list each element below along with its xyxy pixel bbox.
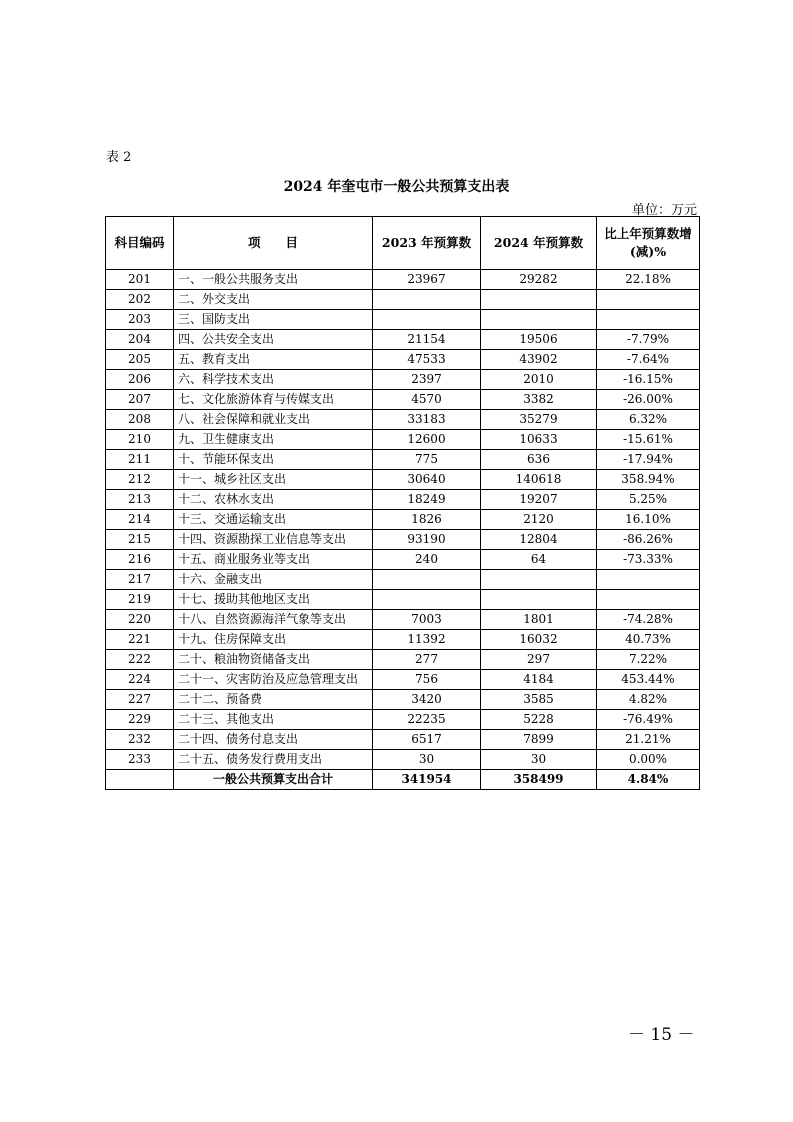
- cell-2024: [481, 310, 597, 330]
- table-row: [106, 690, 700, 710]
- cell-2023: 3420: [373, 690, 481, 710]
- cell-code: 202: [106, 290, 174, 310]
- cell-item: 五、教育支出: [174, 350, 373, 370]
- cell-2024: 19207: [481, 490, 597, 510]
- cell-code: [106, 770, 174, 790]
- table-row: [106, 730, 700, 750]
- cell-code: 233: [106, 750, 174, 770]
- cell-code: 214: [106, 510, 174, 530]
- table-row: [106, 370, 700, 390]
- cell-2024: 12804: [481, 530, 597, 550]
- cell-code: 232: [106, 730, 174, 750]
- cell-2024: 29282: [481, 270, 597, 290]
- cell-2023: 775: [373, 450, 481, 470]
- cell-change: -16.15%: [597, 370, 700, 390]
- cell-change: -15.61%: [597, 430, 700, 450]
- table-row: [106, 710, 700, 730]
- cell-code: 222: [106, 650, 174, 670]
- cell-2023: 22235: [373, 710, 481, 730]
- table-row: [106, 470, 700, 490]
- cell-item: 十八、自然资源海洋气象等支出: [174, 610, 373, 630]
- table-row: [106, 450, 700, 470]
- cell-item: 二十五、债务发行费用支出: [174, 750, 373, 770]
- cell-2024: 3382: [481, 390, 597, 410]
- cell-2023: [373, 310, 481, 330]
- cell-change: 6.32%: [597, 410, 700, 430]
- cell-2024: 30: [481, 750, 597, 770]
- cell-code: 201: [106, 270, 174, 290]
- cell-2024: 64: [481, 550, 597, 570]
- table-row: [106, 610, 700, 630]
- cell-2023: 240: [373, 550, 481, 570]
- cell-2023: 18249: [373, 490, 481, 510]
- cell-change: 16.10%: [597, 510, 700, 530]
- cell-change: -76.49%: [597, 710, 700, 730]
- table-row: [106, 270, 700, 290]
- table-row: [106, 570, 700, 590]
- table-body: [106, 270, 700, 790]
- cell-item: 六、科学技术支出: [174, 370, 373, 390]
- cell-item: 二十、粮油物资储备支出: [174, 650, 373, 670]
- cell-code: 217: [106, 570, 174, 590]
- cell-item: 二十三、其他支出: [174, 710, 373, 730]
- cell-2024: [481, 570, 597, 590]
- cell-2024: 43902: [481, 350, 597, 370]
- cell-2024: 636: [481, 450, 597, 470]
- table-row: [106, 590, 700, 610]
- cell-2024: 2010: [481, 370, 597, 390]
- cell-item: 七、文化旅游体育与传媒支出: [174, 390, 373, 410]
- cell-2023: [373, 290, 481, 310]
- cell-2024: 1801: [481, 610, 597, 630]
- cell-2024: 16032: [481, 630, 597, 650]
- cell-item: 十二、农林水支出: [174, 490, 373, 510]
- cell-2023: 23967: [373, 270, 481, 290]
- cell-2023: 341954: [373, 770, 481, 790]
- table-row: [106, 310, 700, 330]
- cell-change: -86.26%: [597, 530, 700, 550]
- cell-item: 二十一、灾害防治及应急管理支出: [174, 670, 373, 690]
- table-header-row: [106, 217, 700, 270]
- table-row: [106, 350, 700, 370]
- table-label: 表 2: [106, 150, 132, 165]
- cell-change: 358.94%: [597, 470, 700, 490]
- cell-change: 22.18%: [597, 270, 700, 290]
- cell-2024: 4184: [481, 670, 597, 690]
- page-number: － 15 －: [628, 1025, 695, 1045]
- cell-2023: 756: [373, 670, 481, 690]
- cell-2023: 12600: [373, 430, 481, 450]
- budget-table: [105, 216, 700, 790]
- cell-2024: 7899: [481, 730, 597, 750]
- cell-code: 208: [106, 410, 174, 430]
- cell-change: 21.21%: [597, 730, 700, 750]
- cell-item: 十三、交通运输支出: [174, 510, 373, 530]
- cell-change: 40.73%: [597, 630, 700, 650]
- table-row: [106, 650, 700, 670]
- cell-change: -73.33%: [597, 550, 700, 570]
- page-title: 2024 年奎屯市一般公共预算支出表: [283, 179, 510, 195]
- cell-code: 203: [106, 310, 174, 330]
- cell-2023: [373, 570, 481, 590]
- cell-code: 224: [106, 670, 174, 690]
- cell-2023: 6517: [373, 730, 481, 750]
- cell-item: 一般公共预算支出合计: [174, 770, 373, 790]
- cell-2023: 11392: [373, 630, 481, 650]
- cell-2024: 297: [481, 650, 597, 670]
- cell-change: [597, 310, 700, 330]
- cell-change: [597, 290, 700, 310]
- cell-2024: [481, 290, 597, 310]
- cell-change: -17.94%: [597, 450, 700, 470]
- cell-2024: 3585: [481, 690, 597, 710]
- cell-item: 二十二、预备费: [174, 690, 373, 710]
- cell-change: 5.25%: [597, 490, 700, 510]
- cell-code: 220: [106, 610, 174, 630]
- unit-label: 单位：万元: [631, 203, 697, 218]
- cell-item: 十一、城乡社区支出: [174, 470, 373, 490]
- cell-2023: 277: [373, 650, 481, 670]
- table-row: [106, 390, 700, 410]
- cell-2024: 35279: [481, 410, 597, 430]
- cell-change: 7.22%: [597, 650, 700, 670]
- table-row: [106, 630, 700, 650]
- table-row: [106, 330, 700, 350]
- cell-2024: 19506: [481, 330, 597, 350]
- cell-item: 十九、住房保障支出: [174, 630, 373, 650]
- cell-change: 4.82%: [597, 690, 700, 710]
- cell-code: 219: [106, 590, 174, 610]
- cell-change: 4.84%: [597, 770, 700, 790]
- cell-2024: [481, 590, 597, 610]
- cell-code: 215: [106, 530, 174, 550]
- table-row: [106, 670, 700, 690]
- cell-code: 210: [106, 430, 174, 450]
- cell-2024: 358499: [481, 770, 597, 790]
- table-row: [106, 410, 700, 430]
- header-code: 科目编码: [106, 217, 174, 270]
- cell-2023: 7003: [373, 610, 481, 630]
- cell-change: [597, 570, 700, 590]
- cell-2023: 30: [373, 750, 481, 770]
- table-row: [106, 510, 700, 530]
- cell-2024: 10633: [481, 430, 597, 450]
- table-row: [106, 290, 700, 310]
- total-row: [106, 770, 700, 790]
- header-item: 项 目: [174, 217, 373, 270]
- cell-item: 十五、商业服务业等支出: [174, 550, 373, 570]
- cell-code: 229: [106, 710, 174, 730]
- cell-2024: 140618: [481, 470, 597, 490]
- cell-item: 十七、援助其他地区支出: [174, 590, 373, 610]
- cell-change: 0.00%: [597, 750, 700, 770]
- cell-2024: 5228: [481, 710, 597, 730]
- cell-code: 212: [106, 470, 174, 490]
- cell-code: 205: [106, 350, 174, 370]
- header-2024: 2024 年预算数: [481, 217, 597, 270]
- cell-change: -7.64%: [597, 350, 700, 370]
- cell-code: 211: [106, 450, 174, 470]
- header-2023: 2023 年预算数: [373, 217, 481, 270]
- cell-2023: 33183: [373, 410, 481, 430]
- cell-change: -26.00%: [597, 390, 700, 410]
- cell-code: 221: [106, 630, 174, 650]
- cell-code: 213: [106, 490, 174, 510]
- cell-change: -7.79%: [597, 330, 700, 350]
- cell-code: 206: [106, 370, 174, 390]
- cell-2023: 2397: [373, 370, 481, 390]
- cell-item: 十、节能环保支出: [174, 450, 373, 470]
- cell-code: 207: [106, 390, 174, 410]
- cell-item: 三、国防支出: [174, 310, 373, 330]
- cell-change: 453.44%: [597, 670, 700, 690]
- cell-2023: 4570: [373, 390, 481, 410]
- cell-2023: 93190: [373, 530, 481, 550]
- table-row: [106, 430, 700, 450]
- cell-2024: 2120: [481, 510, 597, 530]
- cell-change: -74.28%: [597, 610, 700, 630]
- table-row: [106, 530, 700, 550]
- cell-item: 八、社会保障和就业支出: [174, 410, 373, 430]
- header-change: 比上年预算数增(减)%: [597, 217, 700, 270]
- cell-item: 十四、资源勘探工业信息等支出: [174, 530, 373, 550]
- cell-item: 四、公共安全支出: [174, 330, 373, 350]
- table-row: [106, 550, 700, 570]
- cell-2023: [373, 590, 481, 610]
- cell-item: 十六、金融支出: [174, 570, 373, 590]
- cell-item: 一、一般公共服务支出: [174, 270, 373, 290]
- cell-2023: 21154: [373, 330, 481, 350]
- cell-item: 九、卫生健康支出: [174, 430, 373, 450]
- table-row: [106, 490, 700, 510]
- cell-item: 二、外交支出: [174, 290, 373, 310]
- cell-2023: 47533: [373, 350, 481, 370]
- cell-code: 204: [106, 330, 174, 350]
- cell-code: 216: [106, 550, 174, 570]
- cell-2023: 1826: [373, 510, 481, 530]
- cell-2023: 30640: [373, 470, 481, 490]
- cell-item: 二十四、债务付息支出: [174, 730, 373, 750]
- cell-code: 227: [106, 690, 174, 710]
- table-row: [106, 750, 700, 770]
- cell-change: [597, 590, 700, 610]
